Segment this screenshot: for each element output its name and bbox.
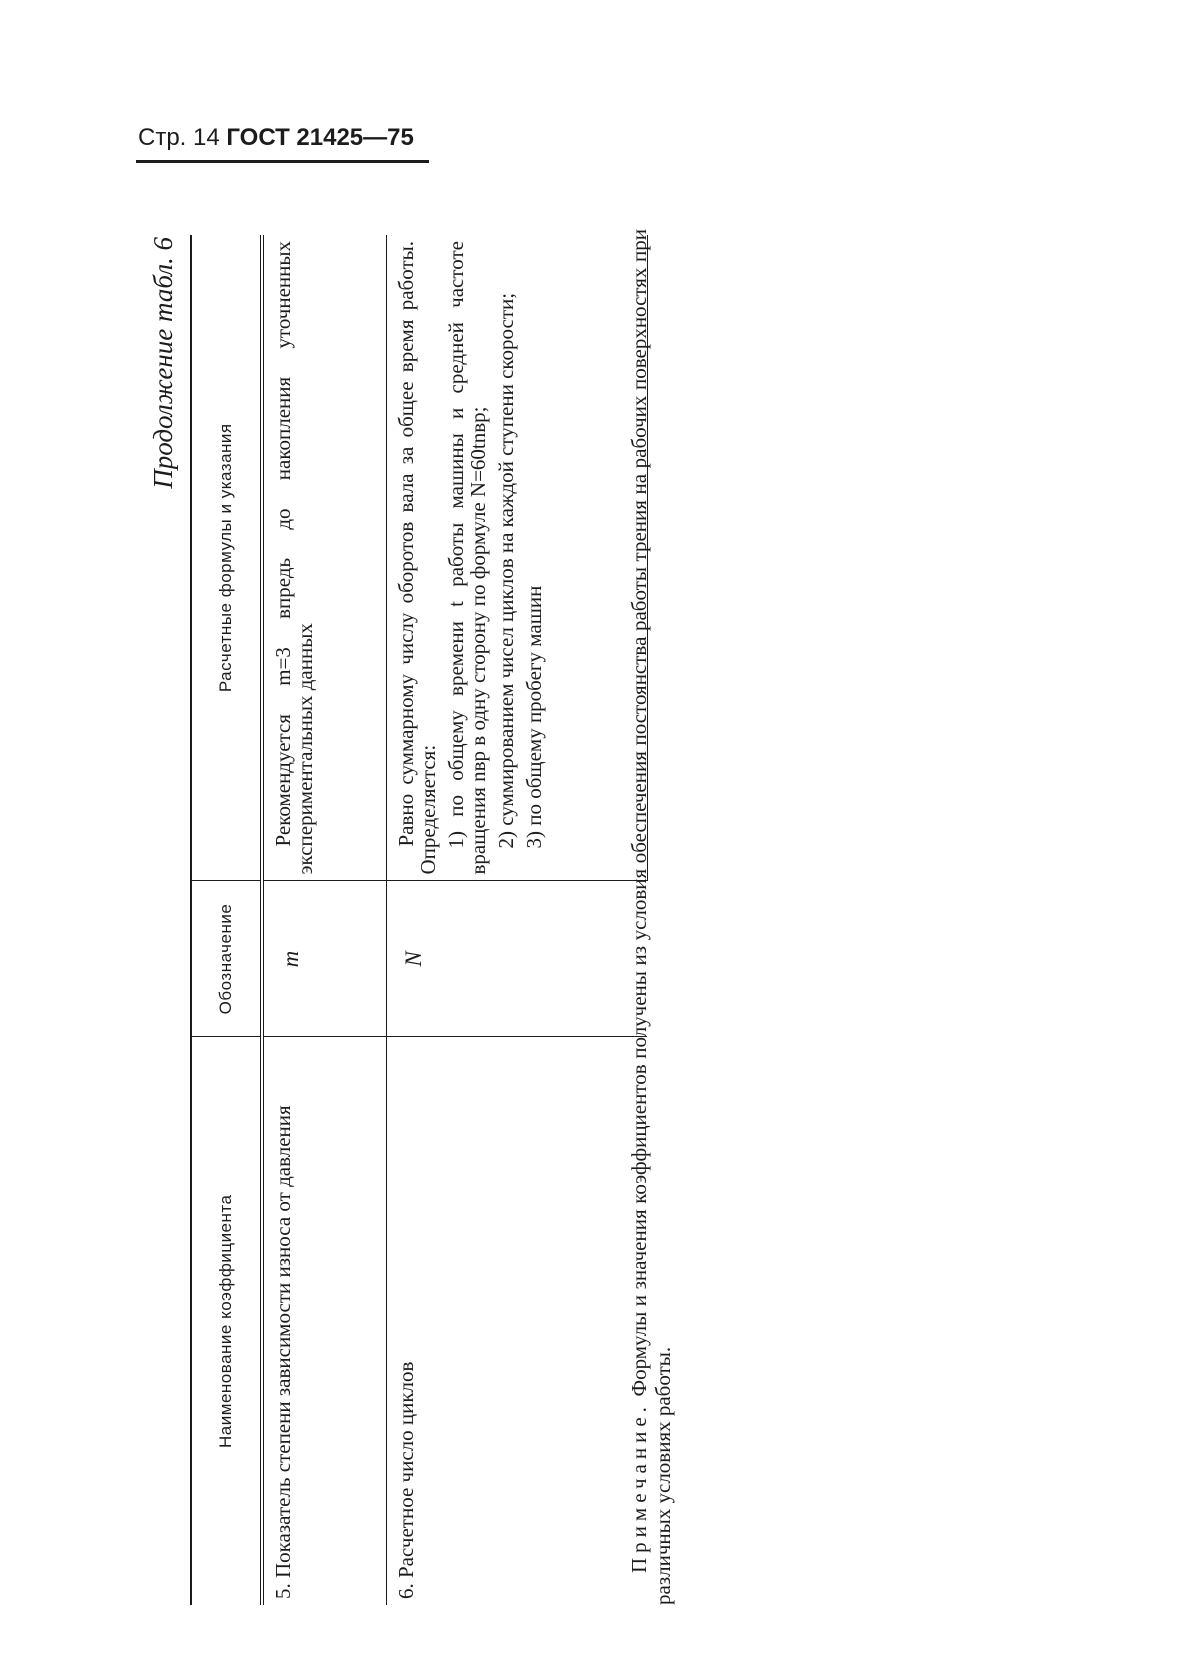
rotated-content bbox=[145, 205, 765, 1605]
header-symbol: Обозначение bbox=[191, 881, 262, 1037]
formula-item: 1) по общему времени t работы машины и средней частоте вращения nвр в одну сторону по формуле N=60tnвр; bbox=[444, 241, 490, 875]
coef-formula bbox=[262, 235, 387, 881]
header-name: Наименование коэффициента bbox=[191, 1037, 262, 1605]
coef-symbol: N bbox=[387, 881, 648, 1037]
coef-formula bbox=[387, 235, 648, 881]
header-rule bbox=[136, 160, 429, 163]
table-caption: Продолжение табл. 6 bbox=[148, 237, 178, 489]
coefficients-table bbox=[190, 235, 648, 1605]
formula-intro: Равно суммарному числу оборотов вала за общее время работы. Определяется: bbox=[394, 241, 440, 875]
table-row bbox=[387, 235, 648, 1605]
coef-symbol: m bbox=[262, 881, 387, 1037]
formula-item: 2) суммированием чисел циклов на каждой ступени скорости; bbox=[494, 292, 518, 849]
coef-name: 5. Показатель степени зависимости износа от давления bbox=[262, 1037, 387, 1605]
header-formulas: Расчетные формулы и указания bbox=[191, 235, 262, 881]
formula-text: Рекомендуется m=3 впредь до накопления уточненных экспериментальных данных bbox=[271, 241, 317, 875]
note-text: Формулы и значения коэффициентов получены из условия обеспечения постоянства работы трения на рабочих поверхностях при различных условиях работы. bbox=[627, 228, 675, 1605]
page-number: Стр. 14 bbox=[138, 124, 220, 151]
table-header-row bbox=[191, 235, 262, 1605]
formula-item: 3) по общему пробегу машин bbox=[522, 585, 546, 849]
standard-number: ГОСТ 21425—75 bbox=[226, 124, 414, 151]
table-row bbox=[262, 235, 387, 1605]
footnote bbox=[627, 229, 675, 1605]
note-label: Примечание. bbox=[627, 1402, 651, 1573]
page-header bbox=[138, 120, 414, 156]
coef-name: 6. Расчетное число циклов bbox=[394, 1361, 418, 1599]
